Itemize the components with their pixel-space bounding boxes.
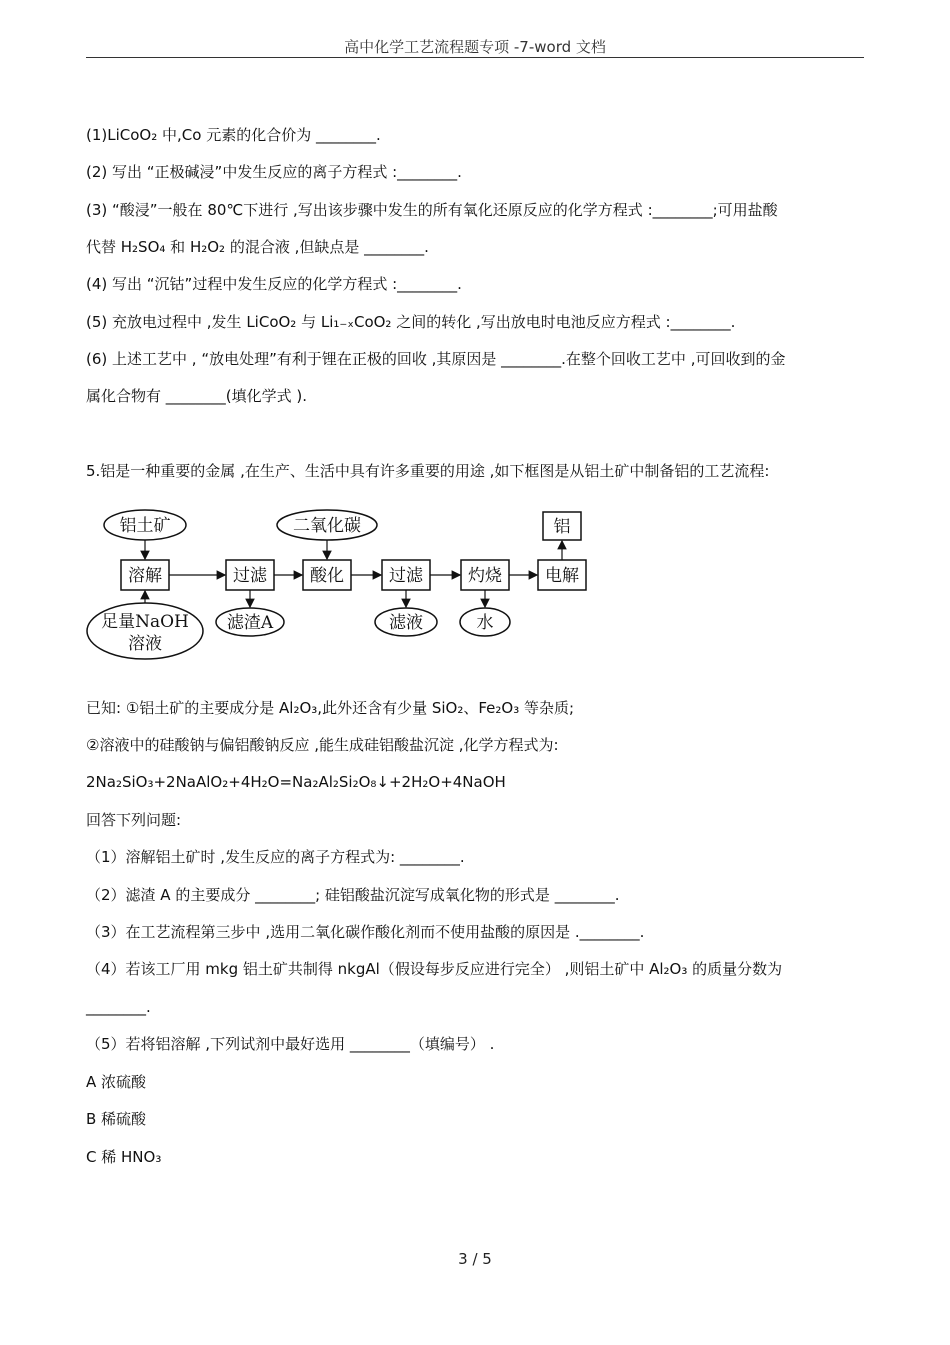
text-line-q4-3a: (3) “酸浸”一般在 80℃下进行 ,写出该步骤中发生的所有氧化还原反应的化学方程式 :________;可用盐酸 <box>86 201 778 219</box>
input-co2-label: 二氧化碳 <box>293 516 361 536</box>
step-acidify-label: 酸化 <box>310 566 344 586</box>
output-water-label: 水 <box>476 613 494 633</box>
text-line-option-a: A 浓硫酸 <box>86 1073 147 1091</box>
text-line-q5-3: （3）在工艺流程第三步中 ,选用二氧化碳作酸化剂而不使用盐酸的原因是 .________. <box>86 923 645 941</box>
process-flowchart <box>86 505 606 665</box>
output-filtrate-label: 滤液 <box>389 613 423 633</box>
header-rule <box>86 57 864 58</box>
text-line-q5-2: （2）滤渣 A 的主要成分 ________; 硅铝酸盐沉淀写成氧化物的形式是 ________. <box>86 886 620 904</box>
text-line-known-2: ②溶液中的硅酸钠与偏铝酸钠反应 ,能生成硅铝酸盐沉淀 ,化学方程式为: <box>86 736 559 754</box>
input-bauxite <box>104 510 186 540</box>
step-filter-2-label: 过滤 <box>389 566 423 586</box>
input-co2 <box>277 510 377 540</box>
step-acidify-box <box>303 560 351 590</box>
text-line-q4-5: (5) 充放电过程中 ,发生 LiCoO₂ 与 Li₁₋ₓCoO₂ 之间的转化 ,写出放电时电池反应方程式 :________. <box>86 313 736 331</box>
output-filtrate <box>375 608 437 636</box>
text-line-q4-6a: (6) 上述工艺中 , “放电处理”有利于锂在正极的回收 ,其原因是 ________.在整个回收工艺中 ,可回收到的金 <box>86 350 786 368</box>
output-water <box>460 608 510 636</box>
step-electrolysis-box <box>538 560 586 590</box>
text-line-option-c: C 稀 HNO₃ <box>86 1148 162 1166</box>
output-residue-a-label: 滤渣A <box>226 613 274 633</box>
step-calcine-label: 灼烧 <box>468 566 502 586</box>
text-line-q5-intro: 5.铝是一种重要的金属 ,在生产、生活中具有许多重要的用途 ,如下框图是从铝土矿中制备铝的工艺流程: <box>86 462 770 480</box>
text-line-q5-1: （1）溶解铝土矿时 ,发生反应的离子方程式为: ________. <box>86 848 465 866</box>
text-line-option-b: B 稀硫酸 <box>86 1110 147 1128</box>
page-header: 高中化学工艺流程题专项 -7-word 文档 <box>344 38 606 56</box>
input-naoh-label-2: 溶液 <box>128 634 162 654</box>
step-electrolysis-label: 电解 <box>545 566 579 586</box>
text-line-q4-2: (2) 写出 “正极碱浸”中发生反应的离子方程式 :________. <box>86 163 462 181</box>
output-residue-a <box>216 608 284 636</box>
text-line-known-1: 已知: ①铝土矿的主要成分是 Al₂O₃,此外还含有少量 SiO₂、Fe₂O₃ 等杂质; <box>86 699 575 717</box>
input-bauxite-label: 铝土矿 <box>119 516 171 536</box>
text-line-answer-prompt: 回答下列问题: <box>86 811 182 829</box>
output-aluminum-label: 铝 <box>553 517 571 537</box>
step-filter-1-box <box>226 560 274 590</box>
text-line-q5-4b: ________. <box>86 998 151 1016</box>
step-dissolve-box <box>121 560 169 590</box>
text-line-q4-1: (1)LiCoO₂ 中,Co 元素的化合价为 ________. <box>86 126 381 144</box>
input-naoh-label-1: 足量NaOH <box>101 612 189 632</box>
text-line-q5-5: （5）若将铝溶解 ,下列试剂中最好选用 ________（填编号） . <box>86 1035 495 1053</box>
text-line-q4-4: (4) 写出 “沉钴”过程中发生反应的化学方程式 :________. <box>86 275 462 293</box>
text-line-q4-3b: 代替 H₂SO₄ 和 H₂O₂ 的混合液 ,但缺点是 ________. <box>86 238 429 256</box>
step-filter-1-label: 过滤 <box>233 566 267 586</box>
text-line-q5-4a: （4）若该工厂用 mkg 铝土矿共制得 nkgAl（假设每步反应进行完全） ,则铝土矿中 Al₂O₃ 的质量分数为 <box>86 960 783 978</box>
output-aluminum-box <box>543 512 581 540</box>
step-filter-2-box <box>382 560 430 590</box>
text-line-equation: 2Na₂SiO₃+2NaAlO₂+4H₂O=Na₂Al₂Si₂O₈↓+2H₂O+4NaOH <box>86 773 506 791</box>
step-calcine-box <box>461 560 509 590</box>
page-number: 3 / 5 <box>458 1250 492 1268</box>
text-line-q4-6b: 属化合物有 ________(填化学式 ). <box>86 387 308 405</box>
input-naoh <box>87 603 203 659</box>
step-dissolve-label: 溶解 <box>128 566 162 586</box>
